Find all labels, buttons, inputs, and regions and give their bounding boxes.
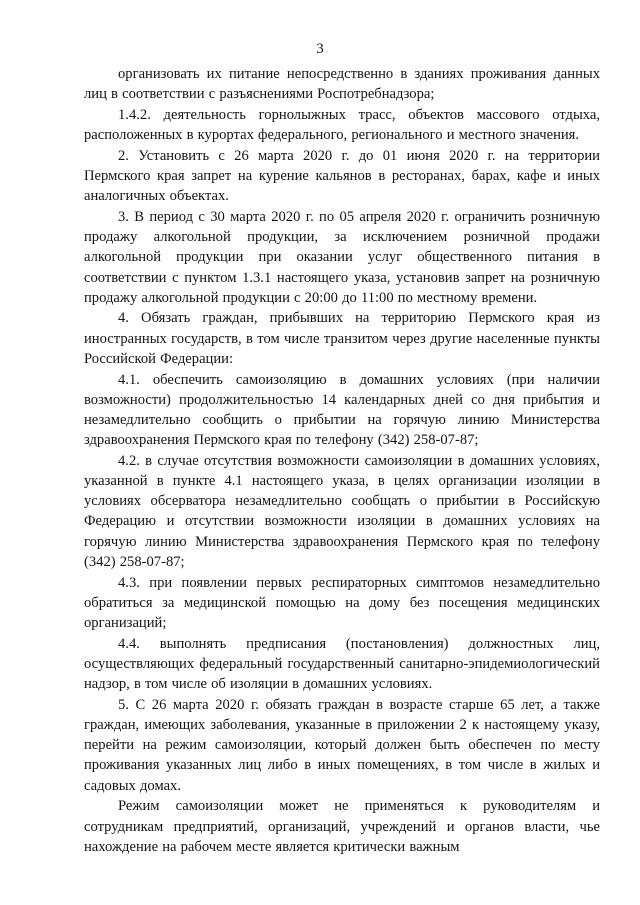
paragraph-continuation: организовать их питание непосредственно в зданиях проживания данных лиц в соответствии с разъяснениями Роспотребнадзора;	[84, 66, 600, 103]
paragraph-4-3: 4.3. при появлении первых респираторных симптомов незамедлительно обратиться за медицинской помощью на дому без посещения медицинских организаций;	[84, 574, 600, 631]
document-body	[84, 64, 600, 857]
paragraph-2: 2. Установить с 26 марта 2020 г. до 01 июня 2020 г. на территории Пермского края запрет на курение кальянов в ресторанах, барах, кафе и иных аналогичных объектах.	[84, 147, 600, 205]
paragraph-self-isolation-exception: Режим самоизоляции может не применяться к руководителям и сотрудникам предприятий, организаций, учреждений и органов власти, чье нахождение на рабочем месте является критически важным	[84, 798, 600, 855]
paragraph-4: 4. Обязать граждан, прибывших на территорию Пермского края из иностранных государств, в том числе транзитом через другие населенные пункты Российской Федерации:	[84, 310, 600, 367]
paragraph-1-4-2: 1.4.2. деятельность горнолыжных трасс, объектов массового отдыха, расположенных в курортах федерального, регионального и местного значения.	[84, 106, 600, 144]
paragraph-4-1: 4.1. обеспечить самоизоляцию в домашних условиях (при наличии возможности) продолжительностью 14 календарных дней со дня прибытия и незамедлительно сообщить о прибытии на горячую линию Министерства здравоохранения Пермского края по телефону (342) 258-07-87;	[84, 371, 600, 449]
paragraph-3: 3. В период с 30 марта 2020 г. по 05 апреля 2020 г. ограничить розничную продажу алкогольной продукции, за исключением розничной продажи алкогольной продукции при оказании услуг общественного питания в соответствии с пунктом 1.3.1 настоящего указа, установив запрет на розничную продажу алкогольной продукции с 20:00 до 11:00 по местному времени.	[84, 208, 600, 306]
paragraph-4-4: 4.4. выполнять предписания (постановления) должностных лиц, осуществляющих федеральный государственный санитарно-эпидемиологический надзор, в том числе об изоляции в домашних условиях.	[84, 635, 600, 693]
page-number: 3	[316, 41, 324, 57]
paragraph-4-2: 4.2. в случае отсутствия возможности самоизоляции в домашних условиях, указанной в пункте 4.1 настоящего указа, в целях организации изоляции в условиях обсерватора незамедлительно сообщать о прибытии в Российскую Федерацию и отсутствии возможности изоляции в домашних условиях на горячую линию Министерства здравоохранения Пермского края по телефону (342) 258-07-87;	[84, 452, 600, 570]
paragraph-5: 5. С 26 марта 2020 г. обязать граждан в возрасте старше 65 лет, а также граждан, имеющих заболевания, указанные в приложении 2 к настоящему указу, перейти на режим самоизоляции, который должен быть обеспечен по месту проживания указанных лиц либо в иных помещениях, в том числе в жилых и садовых домах.	[84, 696, 600, 794]
